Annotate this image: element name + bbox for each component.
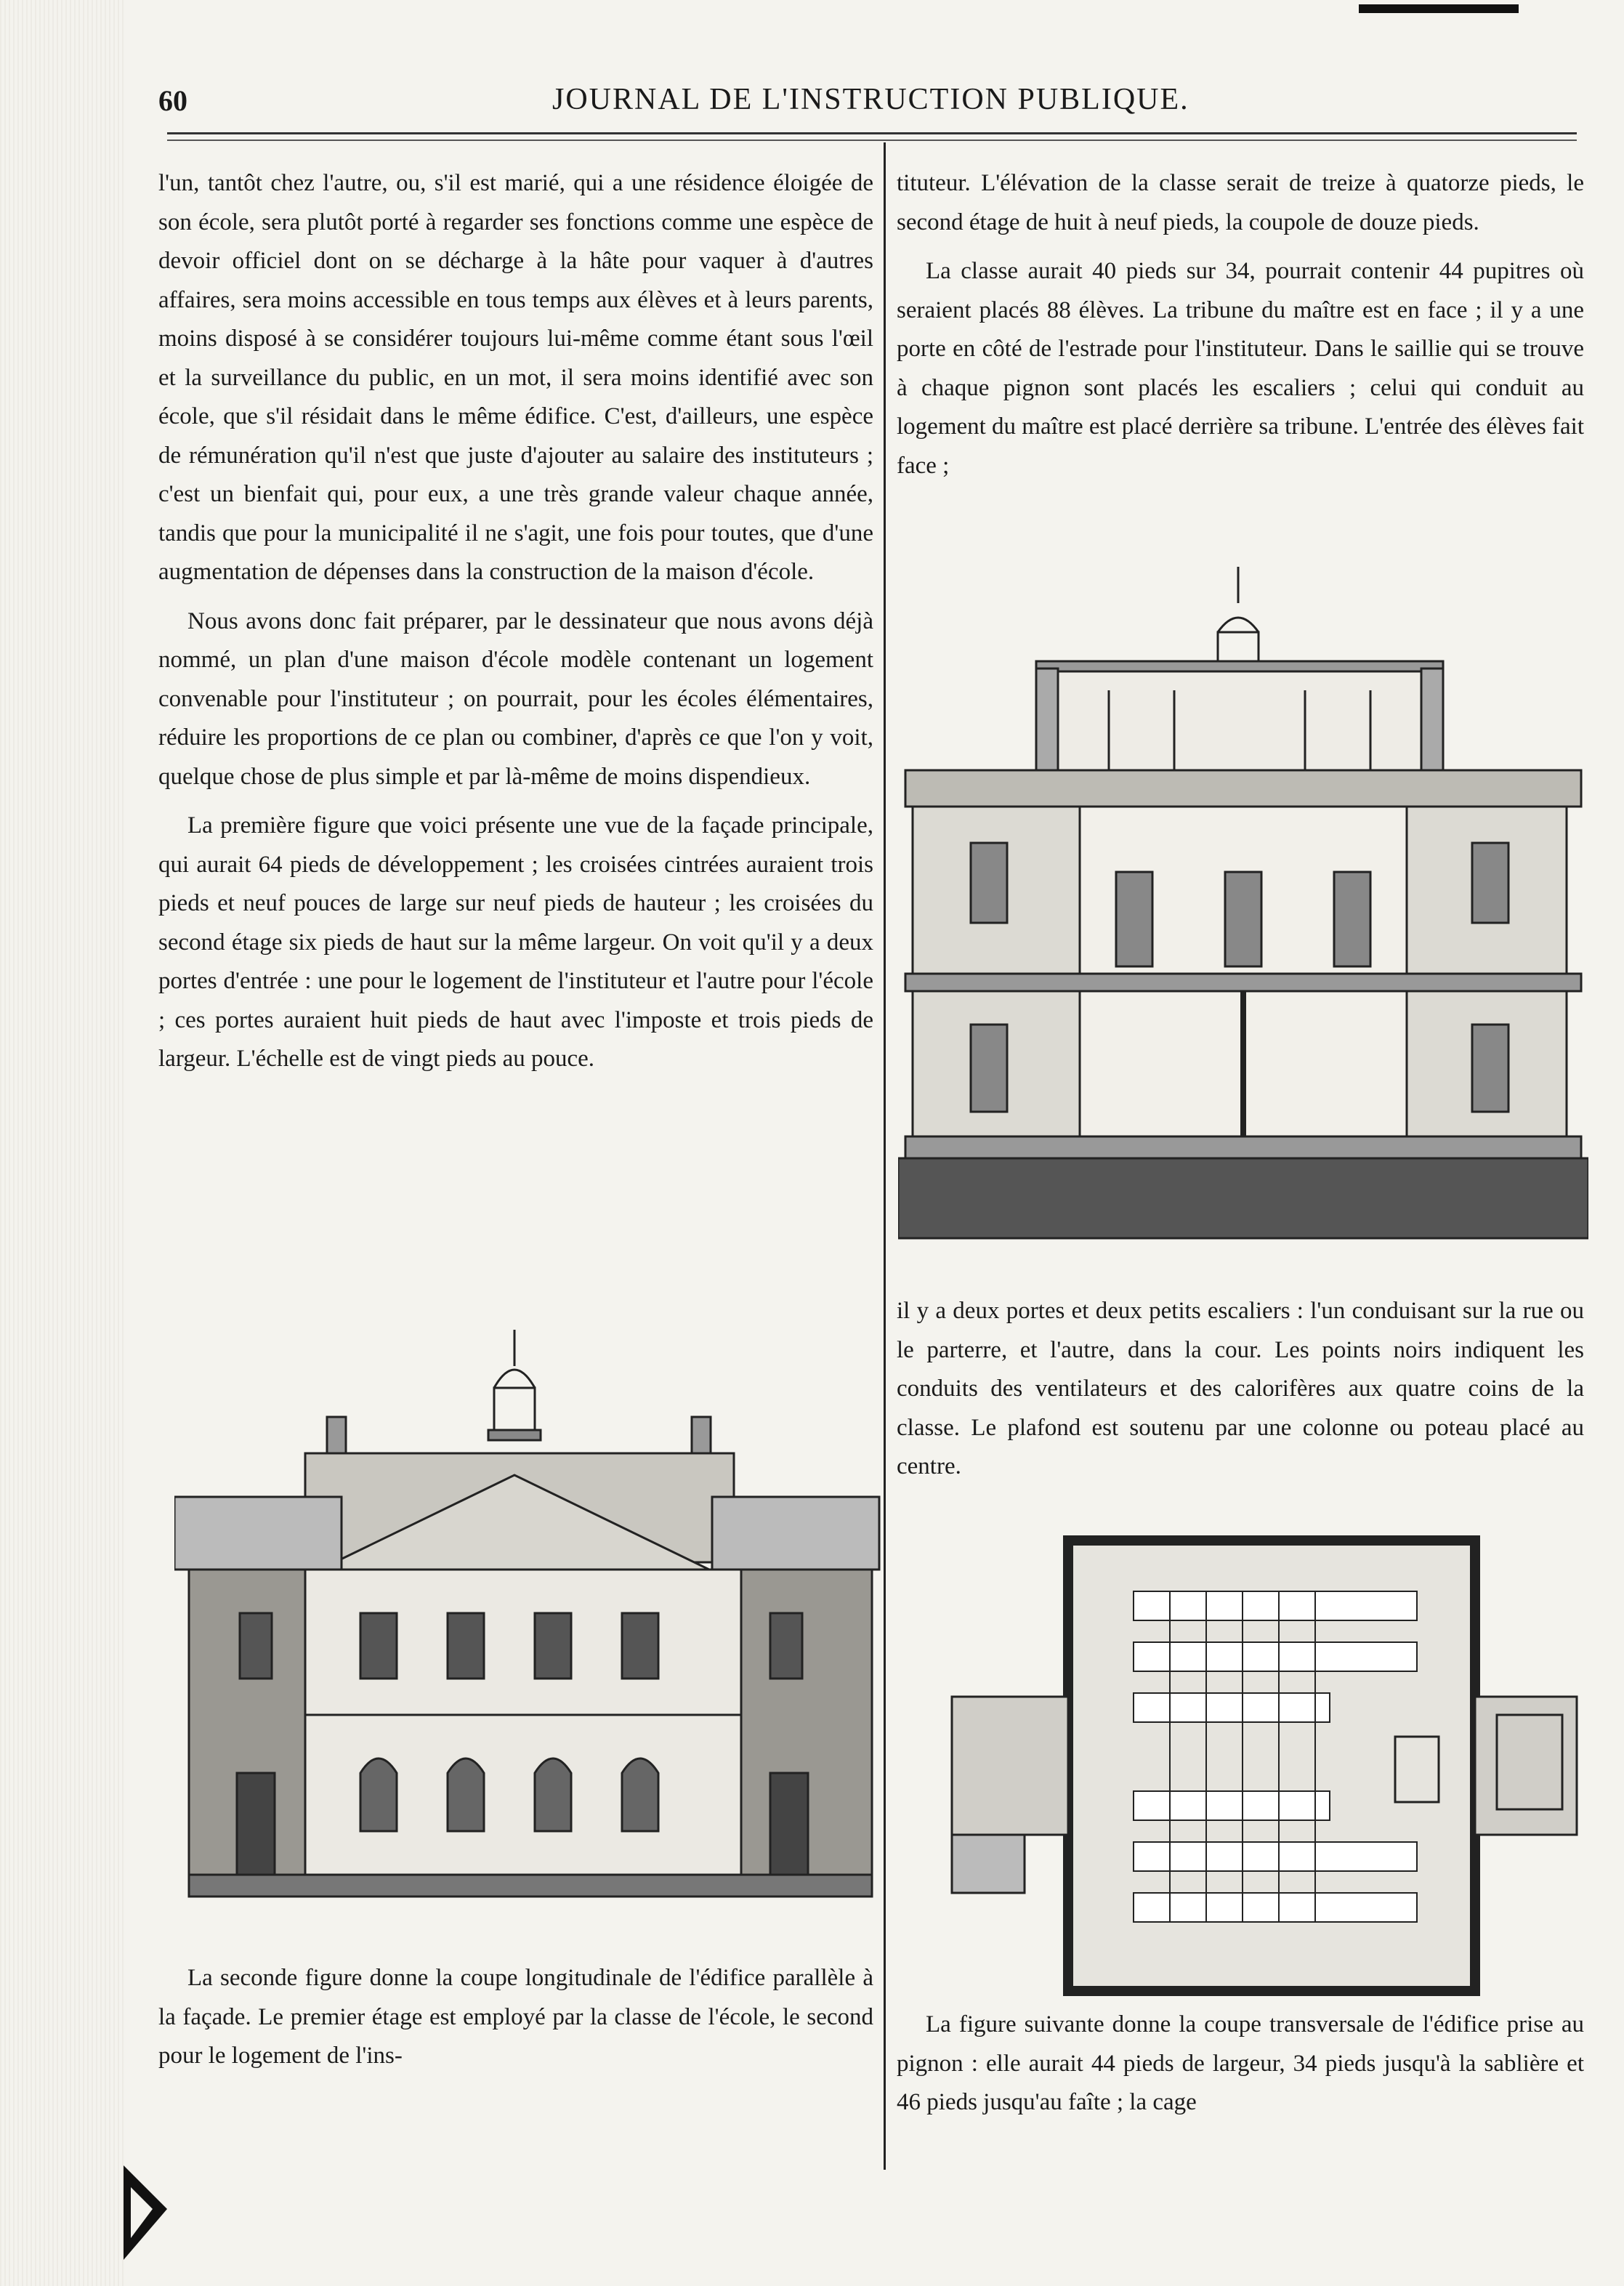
scan-corner-mark [1359,4,1519,13]
floor-plan-engraving [945,1526,1584,2006]
header-rule-secondary [167,140,1577,141]
paragraph-facade: La première figure que voici présente une vue de la façade principale, qui aurait 64 pieds de développement ; les croisées cintrées auraient trois pieds et neuf pouces de large sur neuf pieds de hauteur ; les croisées du second étage six pieds de haut sur la même largeur. On voit qu'il y a deux portes d'entrée : une pour le logement de l'instituteur et l'autre pour l'école ; ces portes auraient huit pieds de haut avec l'imposte et trois pieds de largeur. L'échelle est de vingt pieds au pouce. [158,812,873,1072]
scan-edge-texture [0,0,124,2286]
page-header [145,76,1599,120]
paragraph-elevation: tituteur. L'élévation de la classe serait de treize à quatorze pieds, le second étage de huit à neuf pieds, la coupole de douze pieds. [897,170,1584,235]
plan-figure [945,1526,1584,2006]
left-column-top [158,164,873,1079]
facade-figure [174,1322,886,1918]
page-number: 60 [158,84,187,117]
right-column-bottom [897,2006,1584,2123]
paragraph-plan: Nous avons donc fait préparer, par le dessinateur que nous avons déjà nommé, un plan d'une maison d'école modèle contenant un logement convenable pour l'instituteur ; on pourrait, pour les écoles élémentaires, réduire les proportions de ce plan ou combiner, d'après ce que l'on y voit, quelque chose de plus simple et par là-même de moins dispendieux. [158,607,873,790]
section-figure [898,560,1588,1250]
right-column-middle [897,1292,1584,1487]
longitudinal-section-engraving [898,560,1588,1250]
facade-engraving [174,1322,886,1918]
paragraph-cross-section: La figure suivante donne la coupe transversale de l'édifice prise au pignon : elle aurait 44 pieds de largeur, 34 pieds jusqu'à la sablière et 46 pieds jusqu'au faîte ; la cage [897,2011,1584,2115]
journal-title: JOURNAL DE L'INSTRUCTION PUBLIQUE. [552,83,1189,116]
header-rule [167,132,1577,134]
paragraph-residence: l'un, tantôt chez l'autre, ou, s'il est marié, qui a une résidence éloigée de son école, sera plutôt porté à regarder ses fonctions comme une espèce de devoir officiel dont on se décharge à la hâte pour vaquer à d'autres affaires, sera moins accessible en tous temps aux élèves et à leurs parents, moins disposé à se considérer toujours lui-même comme étant sous l'œil et la surveillance du public, en un mot, il sera moins identifié avec son école, que s'il résidait dans le même édifice. C'est, d'ailleurs, une espèce de rémunération qu'il n'est que juste d'ajouter au salaire des instituteurs ; c'est un bienfait qui, pour eux, a une très grande valeur chaque année, tandis que pour la municipalité il ne s'agit, une fois pour toutes, que d'une augmentation de dépenses dans la construction de la maison d'école. [158,170,873,585]
right-column-top [897,164,1584,485]
scan-corner-arrow [124,2165,167,2260]
left-column-bottom [158,1959,873,2076]
paragraph-doors: il y a deux portes et deux petits escaliers : l'un conduisant sur la rue ou le parterre, et l'autre, dans la cour. Les points noirs indiquent les conduits des ventilateurs et des calorifères aux quatre coins de la classe. Le plafond est soutenu par une colonne ou poteau placé au centre. [897,1298,1584,1479]
paragraph-class: La classe aurait 40 pieds sur 34, pourrait contenir 44 pupitres où seraient placés 88 élèves. La tribune du maître est en face ; il y a une porte en côté de l'estrade pour l'instituteur. Dans le saillie qui se trouve à chaque pignon sont placés les escaliers ; celui qui conduit au logement du maître est placé derrière sa tribune. L'entrée des élèves fait face ; [897,258,1585,479]
paragraph-section: La seconde figure donne la coupe longitudinale de l'édifice parallèle à la façade. Le premier étage est employé par la classe de l'école, le second pour le logement de l'ins- [158,1965,873,2069]
